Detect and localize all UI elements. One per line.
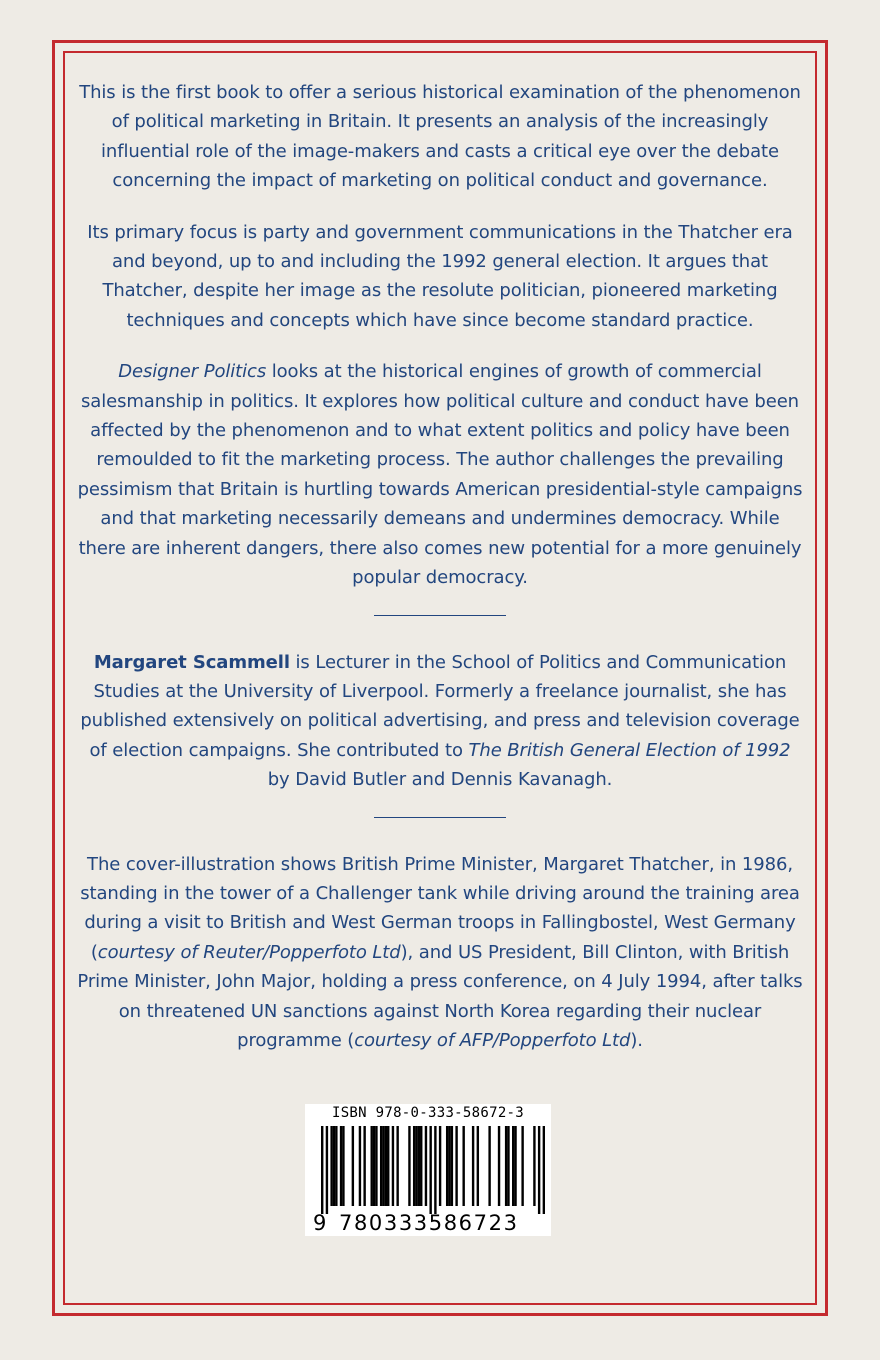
book-title: Designer Politics [118, 361, 267, 383]
barcode-bar [498, 1126, 500, 1206]
barcode-bar [514, 1126, 516, 1206]
barcode-bar [371, 1126, 373, 1206]
barcode-bar [477, 1126, 479, 1206]
cover-credit-1: courtesy of Reuter/Popperfoto Ltd [97, 941, 401, 963]
barcode-guard-bar [434, 1126, 436, 1214]
author-bio-text-2: by David Butler and Dennis Kavanagh. [267, 769, 613, 791]
author-bio-text-1: is Lecturer in the School of Politics and Communication Studies at the University of Liverpool. Formerly a freelance journalist, she has published extensively on political advertising, and press and television coverage of election campaigns. She contributed to [80, 651, 800, 761]
barcode-bar [408, 1126, 410, 1206]
barcode-bar [439, 1126, 441, 1206]
barcode-bar [505, 1126, 507, 1206]
cover-illustration-note [76, 850, 804, 1056]
blurb-paragraph-3-text: looks at the historical engines of growth of commercial salesmanship in politics. It explores how political culture and conduct have been affected by the phenomenon and to what extent politics and policy have been remoulded to fit the marketing process. The author challenges the prevailing pessimism that Britain is hurtling towards American presidential-style campaigns and that marketing necessarily demeans and undermines democracy. While there are inherent dangers, there also comes new potential for a more genuinely popular democracy. [77, 361, 803, 589]
barcode-guard-bar [429, 1126, 431, 1214]
author-name: Margaret Scammell [93, 651, 290, 673]
barcode-bar [340, 1126, 342, 1206]
divider-rule-1 [374, 615, 506, 616]
barcode-bar [512, 1126, 514, 1206]
cover-note-text-2: ), and US President, Bill Clinton, with British Prime Minister, John Major, holding a press conference, on 4 July 1994, after talks on threatened UN sanctions against North Korea regarding their nuclear programme ( [77, 941, 803, 1051]
cover-credit-2: courtesy of AFP/Popperfoto Ltd [354, 1029, 631, 1051]
isbn-label: ISBN 978-0-333-58672-3 [331, 1105, 525, 1121]
barcode-bar [385, 1126, 387, 1206]
blurb-paragraph-1: This is the first book to offer a serious historical examination of the phenomenon of political marketing in Britain. It presents an analysis of the increasingly influential role of the image-makers and casts a critical eye over the debate concerning the impact of marketing on political conduct and governance. [79, 82, 801, 192]
barcode-bar [507, 1126, 509, 1206]
barcode-guard-bar [538, 1126, 540, 1214]
isbn-barcode [305, 1104, 551, 1236]
cover-note-text-3: ). [630, 1029, 643, 1051]
barcode-bar [425, 1126, 427, 1206]
back-cover-text [76, 78, 804, 1077]
barcode-bar [382, 1126, 384, 1206]
barcode-bar [352, 1126, 354, 1206]
barcode-bar [418, 1126, 420, 1206]
barcode-bar [396, 1126, 398, 1206]
barcode-bar [363, 1126, 365, 1206]
barcode-bar [521, 1126, 523, 1206]
barcode-bar [472, 1126, 474, 1206]
ean-remaining-digits: 780333586723 [339, 1211, 519, 1235]
barcode-bar [420, 1126, 422, 1206]
barcode-bar [451, 1126, 453, 1206]
barcode-bar [380, 1126, 382, 1206]
barcode-bar [488, 1126, 490, 1206]
ean-first-digit: 9 [313, 1211, 327, 1235]
barcode-bar [392, 1126, 394, 1206]
barcode-bar [462, 1126, 464, 1206]
barcode-bar [342, 1126, 344, 1206]
barcode-guard-bar [326, 1126, 328, 1214]
barcode-bar [446, 1126, 448, 1206]
barcode-guard-bar [321, 1126, 323, 1214]
barcode-bar [415, 1126, 417, 1206]
barcode-bar [387, 1126, 389, 1206]
author-bio [76, 648, 804, 795]
barcode-bar [335, 1126, 337, 1206]
author-bio-book-title: The British General Election of 1992 [468, 739, 791, 761]
barcode-bar [455, 1126, 457, 1206]
blurb-paragraph-3 [76, 357, 804, 592]
barcode-bar [330, 1126, 332, 1206]
barcode-guard-bar [543, 1126, 545, 1214]
blurb-paragraph-2: Its primary focus is party and government communications in the Thatcher era and beyond, up to and including the 1992 general election. It argues that Thatcher, despite her image as the resolute politician, pioneered marketing techniques and concepts which have since become standard practice. [87, 221, 793, 331]
barcode-bar [359, 1126, 361, 1206]
barcode-bar [333, 1126, 335, 1206]
barcode-bar [375, 1126, 377, 1206]
barcode-bar [448, 1126, 450, 1206]
barcode-bar [533, 1126, 535, 1206]
cover-note-text-1: The cover-illustration shows British Prime Minister, Margaret Thatcher, in 1986, standing in the tower of a Challenger tank while driving around the training area during a visit to British and West German troops in Fallingbostel, West Germany ( [80, 853, 800, 963]
barcode-bars [313, 1126, 545, 1214]
divider-rule-2 [374, 817, 506, 818]
barcode-bar [413, 1126, 415, 1206]
barcode-bar [373, 1126, 375, 1206]
